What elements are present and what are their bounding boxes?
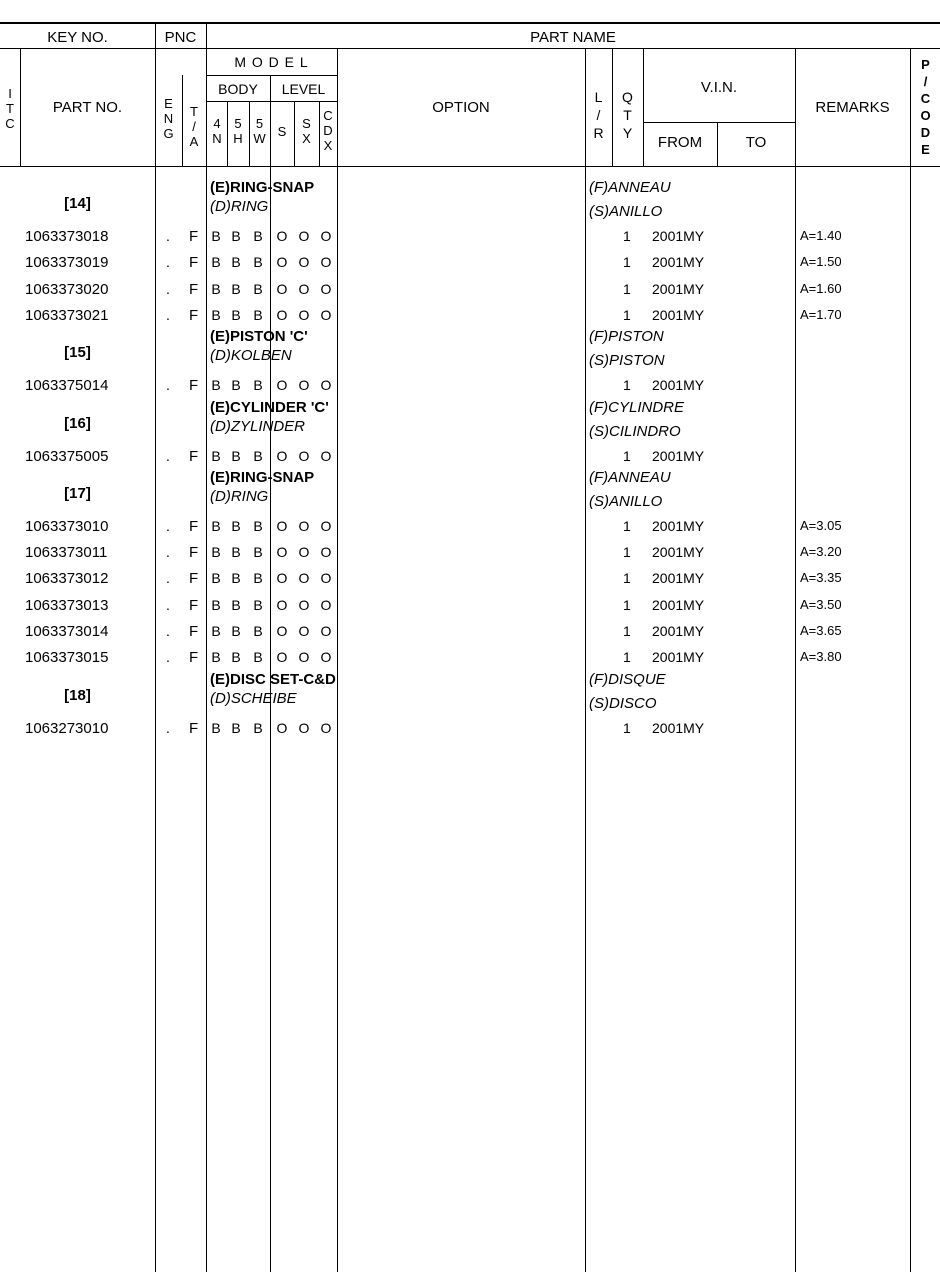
body-mark: B (253, 377, 263, 394)
body-mark: B (253, 719, 263, 736)
level-col-s: S (277, 124, 287, 139)
vin-from: 2001MY (652, 623, 705, 639)
level-mark: O (320, 377, 332, 394)
eng-dot: . (166, 306, 170, 323)
part-number: 1063375014 (25, 377, 109, 395)
eng-dot: . (166, 596, 170, 613)
vin-to-header: TO (745, 134, 767, 151)
level-mark: O (298, 596, 310, 613)
level-mark: O (320, 719, 332, 736)
body-mark: B (231, 280, 241, 297)
name-french: (F)CYLINDRE (589, 398, 685, 416)
ta-code: F (189, 623, 199, 640)
level-mark: O (276, 306, 288, 323)
level-mark: O (276, 649, 288, 666)
name-french: (F)DISQUE (589, 670, 666, 688)
level-mark: O (298, 228, 310, 244)
name-german: (D)RING (210, 198, 269, 215)
body-mark: B (253, 254, 263, 271)
body-mark: B (231, 596, 241, 613)
vin-from: 2001MY (652, 719, 705, 736)
body-mark: B (231, 649, 241, 666)
eng-dot: . (166, 228, 170, 244)
body-mark: B (231, 623, 241, 639)
eng-dot: . (166, 649, 170, 666)
name-spanish: (S)ANILLO (589, 203, 663, 220)
part-number: 1063373013 (25, 596, 109, 614)
name-german: (D)SCHEIBE (210, 689, 297, 707)
eng-dot: . (166, 280, 170, 297)
name-english: (E)CYLINDER 'C' (210, 398, 329, 416)
qty-value: 1 (623, 447, 631, 464)
ta-code: F (189, 544, 199, 562)
level-mark: O (320, 306, 332, 323)
body-mark: B (211, 254, 221, 271)
qty-value: 1 (623, 719, 631, 736)
body-mark: B (231, 254, 241, 271)
body-mark: B (211, 544, 221, 561)
part-number: 1063373014 (25, 623, 109, 640)
body-mark: B (211, 228, 221, 244)
name-german: (D)KOLBEN (210, 347, 292, 365)
body-col-5w: 5 W (253, 116, 266, 146)
level-mark: O (276, 544, 288, 561)
body-mark: B (253, 596, 263, 613)
name-french: (F)ANNEAU (589, 179, 671, 196)
remarks-value: A=1.70 (800, 306, 842, 322)
remarks-value: A=1.40 (800, 228, 842, 243)
key-number: [18] (64, 686, 91, 704)
body-mark: B (253, 623, 263, 639)
ta-code: F (189, 228, 199, 245)
body-mark: B (253, 517, 263, 534)
key-number: [16] (64, 414, 91, 432)
level-mark: O (320, 649, 332, 666)
pcode-header: P / C O D E (920, 57, 931, 157)
ta-code: F (189, 719, 199, 737)
ta-header: T / A (189, 104, 199, 149)
body-mark: B (211, 719, 221, 736)
name-english: (E)PISTON 'C' (210, 328, 308, 346)
part-no-header: PART NO. (52, 99, 123, 116)
vin-from: 2001MY (652, 544, 705, 561)
name-english: (E)RING-SNAP (210, 468, 315, 486)
level-mark: O (320, 447, 332, 464)
body-mark: B (211, 280, 221, 297)
level-mark: O (320, 280, 332, 297)
remarks-value: A=3.65 (800, 623, 842, 638)
vin-header: V.I.N. (700, 79, 738, 96)
ta-code: F (189, 649, 199, 667)
qty-value: 1 (623, 649, 631, 666)
vin-from: 2001MY (652, 649, 705, 666)
body-mark: B (231, 719, 241, 736)
part-number: 1063373012 (25, 570, 109, 588)
qty-value: 1 (623, 280, 631, 297)
remarks-value: A=3.05 (800, 517, 842, 533)
body-col-5h: 5 H (233, 116, 243, 146)
level-mark: O (320, 228, 332, 244)
qty-value: 1 (623, 623, 631, 639)
remarks-value: A=1.60 (800, 280, 842, 296)
level-mark: O (276, 719, 288, 736)
body-mark: B (231, 570, 241, 587)
qty-value: 1 (623, 544, 631, 561)
body-mark: B (253, 306, 263, 323)
eng-dot: . (166, 377, 170, 394)
ta-code: F (189, 517, 199, 535)
remarks-value: A=3.50 (800, 596, 842, 612)
eng-dot: . (166, 570, 170, 587)
body-mark: B (253, 570, 263, 587)
name-german: (D)ZYLINDER (210, 417, 306, 435)
part-number: 1063375005 (25, 447, 109, 465)
level-mark: O (298, 306, 310, 323)
body-mark: B (211, 447, 221, 464)
body-mark: B (231, 447, 241, 464)
part-number: 1063373019 (25, 254, 109, 272)
body-mark: B (253, 544, 263, 561)
remarks-header: REMARKS (815, 99, 890, 116)
level-mark: O (276, 517, 288, 534)
level-mark: O (276, 228, 288, 244)
key-number: [17] (64, 484, 91, 502)
key-number: [15] (64, 344, 91, 362)
body-mark: B (253, 447, 263, 464)
eng-dot: . (166, 544, 170, 561)
part-number: 1063373015 (25, 649, 109, 667)
name-spanish: (S)ANILLO (589, 492, 663, 510)
name-german: (D)RING (210, 487, 269, 505)
vin-from: 2001MY (652, 280, 705, 297)
ta-code: F (189, 596, 199, 614)
name-english: (E)DISC SET-C&D (210, 670, 336, 688)
qty-value: 1 (623, 570, 631, 587)
level-mark: O (298, 280, 310, 297)
body-mark: B (231, 377, 241, 394)
vin-from: 2001MY (652, 570, 705, 587)
level-mark: O (276, 570, 288, 587)
eng-dot: . (166, 623, 170, 639)
level-mark: O (320, 623, 332, 639)
vin-from: 2001MY (652, 306, 705, 323)
eng-dot: . (166, 254, 170, 271)
remarks-value: A=3.35 (800, 570, 842, 586)
remarks-value: A=3.80 (800, 649, 842, 665)
vin-from-header: FROM (657, 134, 703, 151)
level-mark: O (276, 623, 288, 639)
level-mark: O (298, 623, 310, 639)
body-mark: B (231, 544, 241, 561)
level-col-sx: S X (302, 116, 311, 146)
part-number: 1063373020 (25, 280, 109, 298)
ta-code: F (189, 280, 199, 298)
body-mark: B (211, 570, 221, 587)
level-mark: O (298, 254, 310, 271)
level-mark: O (298, 377, 310, 394)
name-spanish: (S)DISCO (589, 694, 657, 712)
body-header: BODY (218, 81, 258, 97)
part-number: 1063273010 (25, 719, 109, 737)
pnc-header: PNC (164, 29, 197, 46)
level-mark: O (298, 544, 310, 561)
eng-header: E N G (163, 96, 174, 141)
body-mark: B (231, 228, 241, 244)
body-mark: B (253, 649, 263, 666)
qty-value: 1 (623, 377, 631, 394)
part-number: 1063373021 (25, 306, 109, 324)
vin-from: 2001MY (652, 447, 705, 464)
part-name-header: PART NAME (530, 29, 616, 46)
key-no-header: KEY NO. (47, 29, 108, 46)
ta-code: F (189, 254, 199, 272)
body-mark: B (211, 306, 221, 323)
body-mark: B (211, 596, 221, 613)
body-mark: B (231, 517, 241, 534)
part-number: 1063373010 (25, 517, 109, 535)
body-mark: B (211, 623, 221, 639)
part-number: 1063373011 (25, 544, 108, 562)
name-spanish: (S)PISTON (589, 352, 665, 370)
name-english: (E)RING-SNAP (210, 179, 315, 196)
level-mark: O (276, 377, 288, 394)
vin-from: 2001MY (652, 596, 705, 613)
level-mark: O (320, 570, 332, 587)
level-header: LEVEL (281, 81, 326, 97)
qty-value: 1 (623, 306, 631, 323)
level-col-cdx: C D X (323, 108, 333, 153)
vin-from: 2001MY (652, 377, 705, 394)
body-mark: B (253, 280, 263, 297)
vin-from: 2001MY (652, 228, 705, 244)
qty-value: 1 (623, 228, 631, 244)
level-mark: O (298, 447, 310, 464)
qty-value: 1 (623, 254, 631, 271)
level-mark: O (276, 254, 288, 271)
body-mark: B (211, 377, 221, 394)
vin-from: 2001MY (652, 254, 705, 271)
level-mark: O (276, 447, 288, 464)
key-number: [14] (64, 195, 91, 212)
eng-dot: . (166, 447, 170, 464)
ta-code: F (189, 570, 199, 588)
vin-from: 2001MY (652, 517, 705, 534)
level-mark: O (320, 596, 332, 613)
level-mark: O (320, 254, 332, 271)
body-mark: B (211, 649, 221, 666)
level-mark: O (298, 719, 310, 736)
level-mark: O (298, 570, 310, 587)
level-mark: O (276, 280, 288, 297)
eng-dot: . (166, 719, 170, 736)
qty-header: Q T Y (622, 89, 633, 141)
body-col-4n: 4 N (212, 116, 222, 146)
ta-code: F (189, 377, 199, 395)
option-header: OPTION (432, 99, 490, 116)
lr-header: L / R (593, 89, 604, 141)
level-mark: O (298, 517, 310, 534)
qty-value: 1 (623, 517, 631, 534)
name-french: (F)PISTON (589, 328, 664, 346)
model-header: M O D E L (234, 54, 309, 70)
name-spanish: (S)CILINDRO (589, 422, 681, 440)
body-mark: B (231, 306, 241, 323)
remarks-value: A=3.20 (800, 544, 842, 560)
eng-dot: . (166, 517, 170, 534)
ta-code: F (189, 447, 199, 465)
remarks-value: A=1.50 (800, 254, 842, 270)
body-mark: B (211, 517, 221, 534)
level-mark: O (276, 596, 288, 613)
body-mark: B (253, 228, 263, 244)
name-french: (F)ANNEAU (589, 468, 671, 486)
level-mark: O (320, 544, 332, 561)
level-mark: O (298, 649, 310, 666)
level-mark: O (320, 517, 332, 534)
part-number: 1063373018 (25, 228, 109, 245)
itc-header: I T C (5, 86, 15, 131)
ta-code: F (189, 306, 199, 324)
qty-value: 1 (623, 596, 631, 613)
